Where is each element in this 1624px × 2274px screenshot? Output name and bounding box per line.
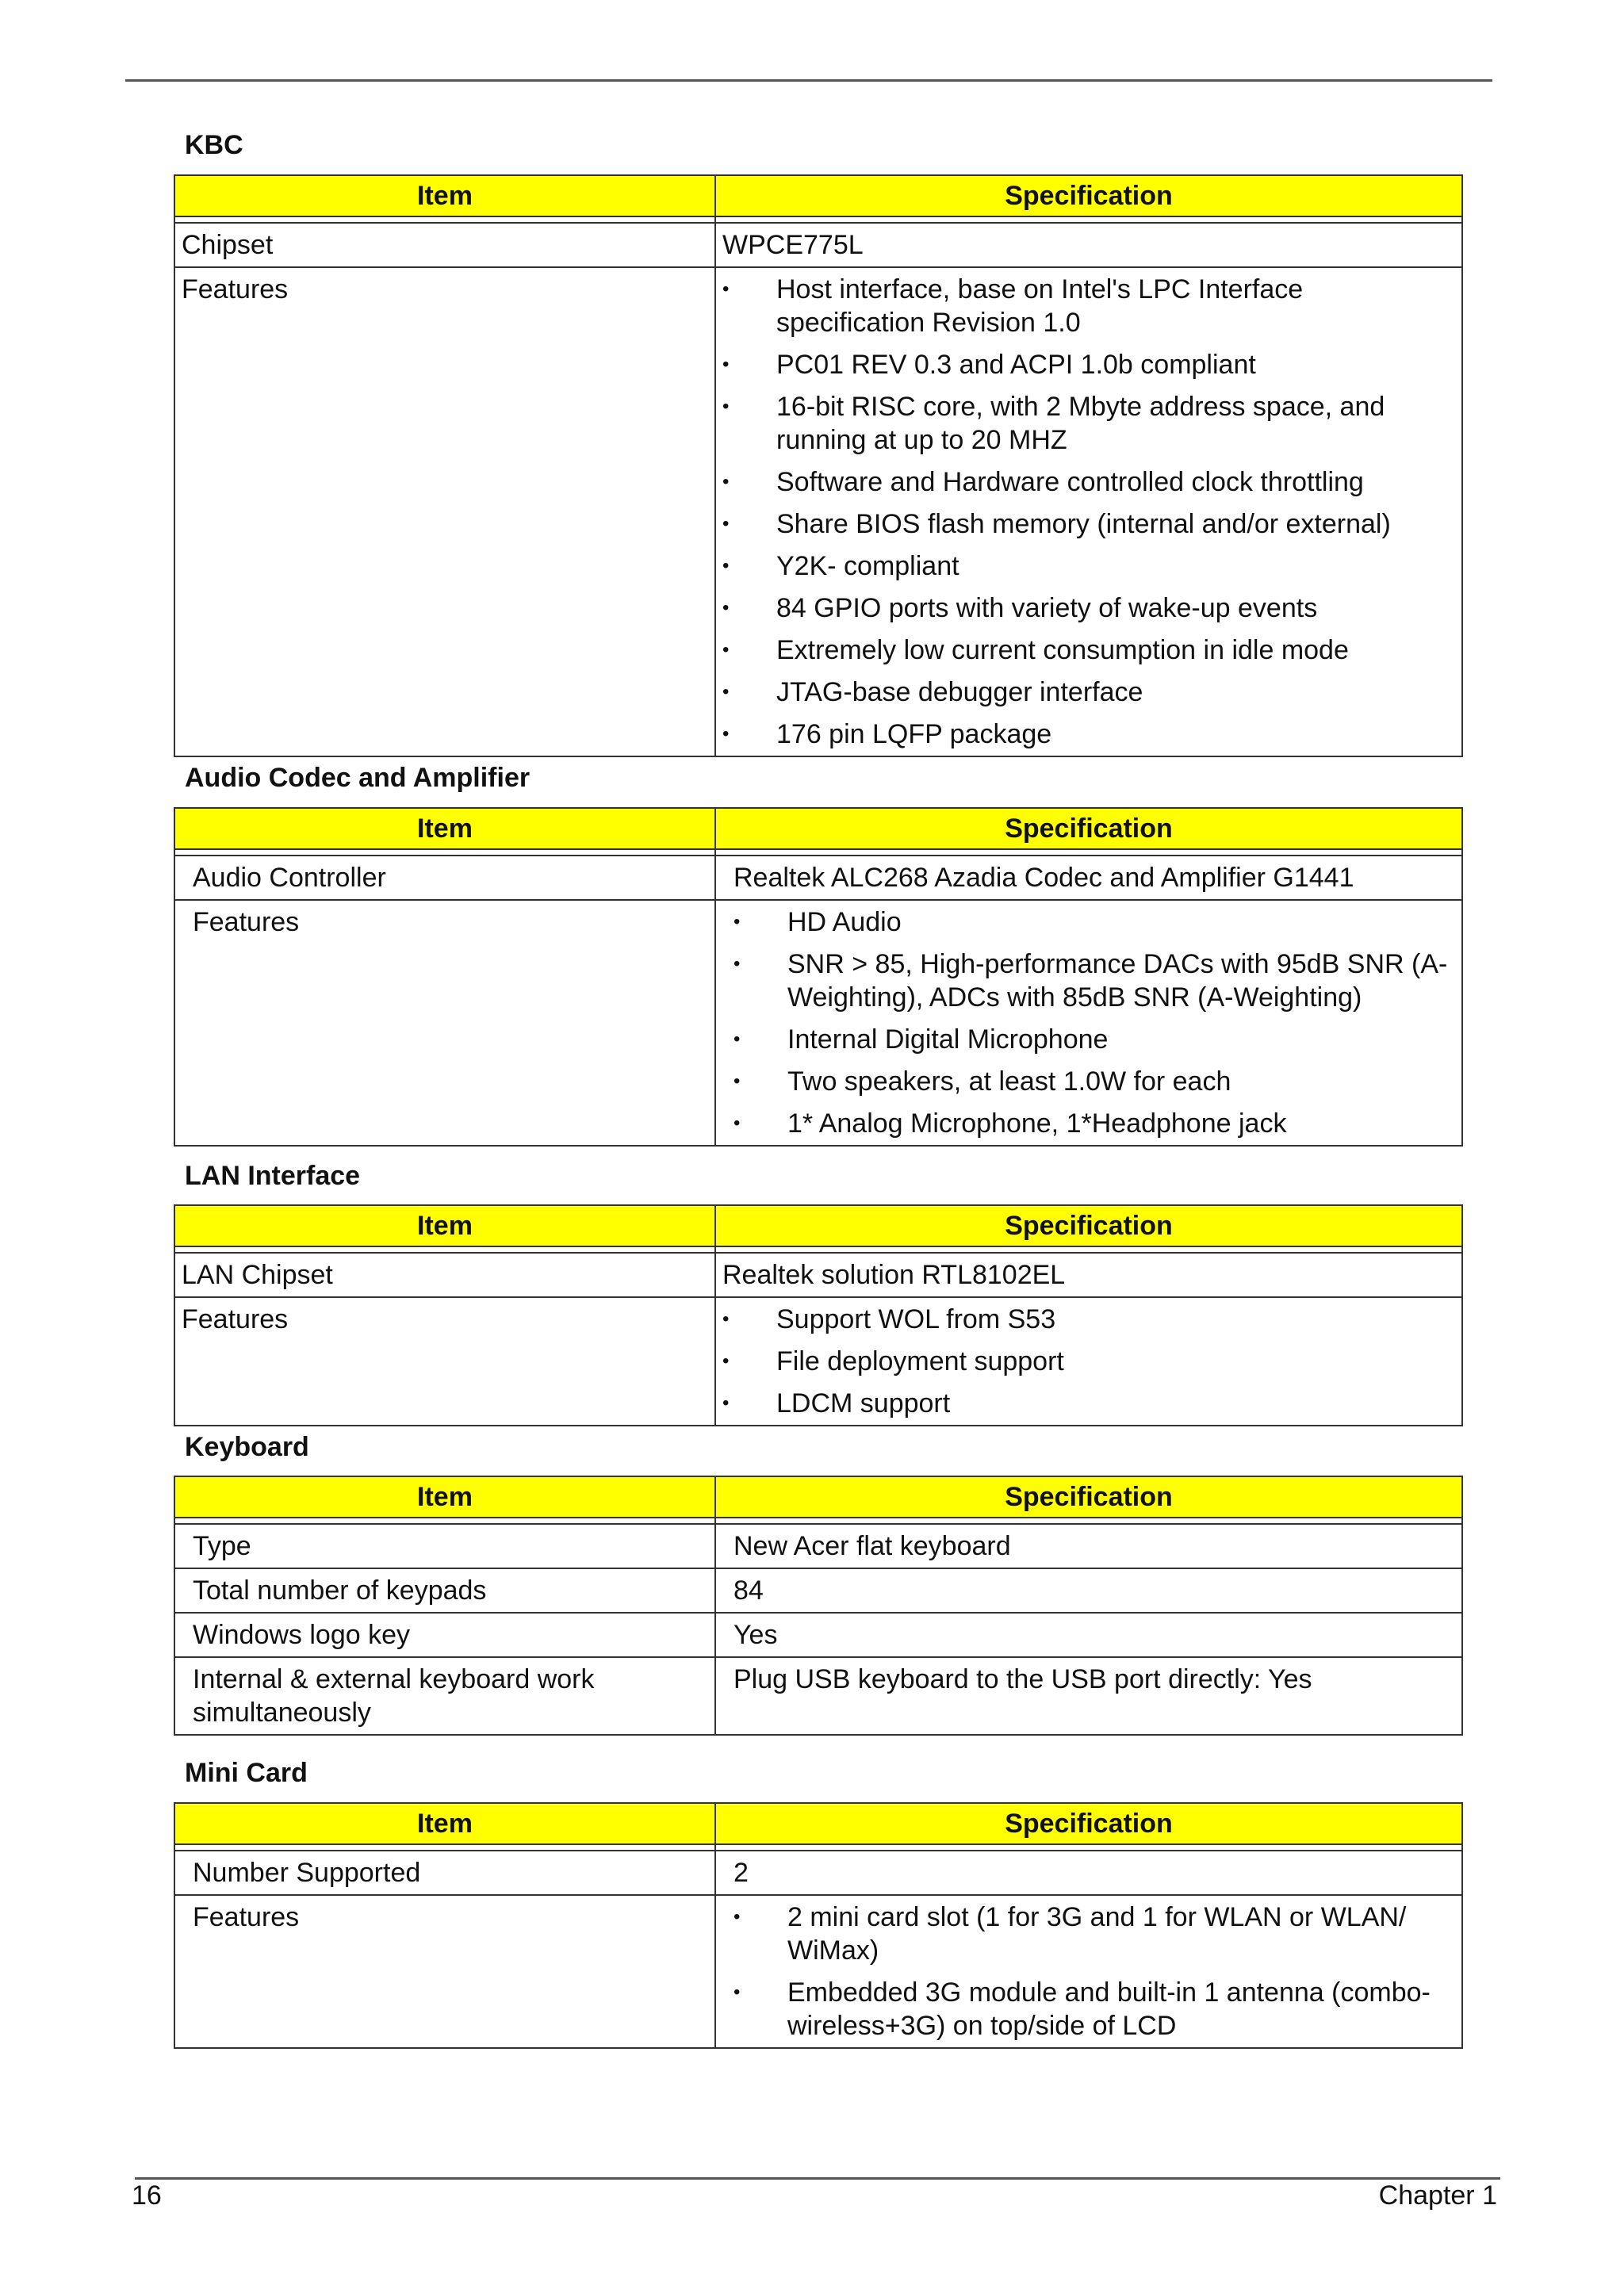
- feature-text: 16-bit RISC core, with 2 Mbyte address space, and running at up to 20 MHZ: [776, 392, 1385, 455]
- item-cell: Features: [175, 901, 716, 1145]
- column-header-item: Item: [175, 809, 716, 850]
- bullet-icon: •: [733, 1112, 741, 1134]
- item-cell: Audio Controller: [175, 856, 716, 901]
- table-row: [175, 1525, 1461, 1569]
- section-title-audio: Audio Codec and Amplifier: [185, 763, 530, 793]
- bullet-icon: •: [733, 953, 741, 974]
- feature-text: Embedded 3G module and built-in 1 antenna (combo-wireless+3G) on top/side of LCD: [787, 1977, 1431, 2041]
- feature-text: JTAG-base debugger interface: [776, 677, 1143, 707]
- footer-rule: [135, 2177, 1500, 2180]
- bullet-icon: •: [733, 911, 741, 932]
- bullet-icon: •: [722, 513, 730, 534]
- table-row: [175, 1614, 1461, 1658]
- item-cell: Chipset: [175, 224, 716, 268]
- column-header-spec: Specification: [716, 1206, 1461, 1247]
- page-number: 16: [132, 2180, 162, 2211]
- spec-cell: Plug USB keyboard to the USB port directly: Yes: [733, 1664, 1312, 1694]
- header-rule: [125, 79, 1492, 82]
- item-cell: Features: [175, 1298, 716, 1425]
- feature-item: [722, 676, 1455, 709]
- feature-item: [722, 390, 1455, 457]
- feature-item: [722, 549, 1455, 583]
- item-cell: Internal & external keyboard work simultaneously: [175, 1658, 716, 1734]
- item-cell: LAN Chipset: [175, 1254, 716, 1298]
- feature-item: [722, 591, 1455, 625]
- bullet-icon: •: [722, 471, 730, 492]
- feature-text: Y2K- compliant: [776, 551, 959, 581]
- feature-item: [722, 634, 1455, 667]
- column-header-item: Item: [175, 176, 716, 217]
- feature-text: Extremely low current consumption in idle mode: [776, 635, 1349, 665]
- feature-text: 84 GPIO ports with variety of wake-up events: [776, 593, 1318, 623]
- column-header-item: Item: [175, 1804, 716, 1845]
- column-header-spec: Specification: [716, 176, 1461, 217]
- feature-text: Support WOL from S53: [776, 1304, 1056, 1334]
- bullet-icon: •: [722, 597, 730, 618]
- feature-list: [733, 1901, 1455, 2042]
- chapter-label: Chapter 1: [1378, 2180, 1497, 2211]
- spec-cell: [716, 268, 1461, 756]
- item-cell: Features: [175, 1896, 716, 2047]
- feature-text: 2 mini card slot (1 for 3G and 1 for WLAN or WLAN/ WiMax): [787, 1902, 1407, 1966]
- feature-text: Host interface, base on Intel's LPC Interface specification Revision 1.0: [776, 274, 1304, 338]
- audio-table: [174, 807, 1463, 1147]
- feature-item: [733, 1976, 1455, 2042]
- bullet-icon: •: [722, 278, 730, 300]
- item-cell: Number Supported: [175, 1851, 716, 1896]
- table-row: [175, 224, 1461, 268]
- feature-item: [722, 718, 1455, 751]
- bullet-icon: •: [733, 1070, 741, 1092]
- feature-item: [733, 1107, 1455, 1140]
- kbc-table: [174, 174, 1463, 757]
- spec-cell: [716, 901, 1461, 1145]
- column-header-spec: Specification: [716, 1477, 1461, 1518]
- feature-item: [733, 948, 1455, 1014]
- table-row: [175, 1569, 1461, 1614]
- column-header-item: Item: [175, 1206, 716, 1247]
- table-row: [175, 1298, 1461, 1425]
- feature-item: [733, 1023, 1455, 1056]
- table-row: [175, 1896, 1461, 2047]
- spec-cell: WPCE775L: [716, 224, 1461, 268]
- lan-table: [174, 1204, 1463, 1426]
- bullet-icon: •: [722, 639, 730, 660]
- feature-text: File deployment support: [776, 1346, 1064, 1376]
- bullet-icon: •: [733, 1028, 741, 1050]
- table-row: [175, 856, 1461, 901]
- bullet-icon: •: [722, 1308, 730, 1330]
- item-cell: Type: [175, 1525, 716, 1569]
- bullet-icon: •: [733, 1906, 741, 1928]
- feature-item: [722, 1303, 1455, 1336]
- section-title-lan: LAN Interface: [185, 1161, 361, 1191]
- item-cell: Windows logo key: [175, 1614, 716, 1658]
- table-row: [175, 901, 1461, 1145]
- feature-text: Share BIOS flash memory (internal and/or external): [776, 509, 1391, 539]
- feature-text: HD Audio: [787, 907, 902, 937]
- item-cell: Features: [175, 268, 716, 756]
- feature-text: PC01 REV 0.3 and ACPI 1.0b compliant: [776, 350, 1256, 380]
- table-row: [175, 268, 1461, 756]
- feature-item: [722, 1345, 1455, 1378]
- spec-cell: [716, 1298, 1461, 1425]
- feature-text: 1* Analog Microphone, 1*Headphone jack: [787, 1108, 1287, 1139]
- bullet-icon: •: [722, 396, 730, 417]
- feature-list: [722, 273, 1455, 751]
- bullet-icon: •: [722, 681, 730, 702]
- spec-cell: 2: [716, 1851, 1461, 1896]
- feature-item: [733, 1065, 1455, 1098]
- feature-item: [722, 348, 1455, 381]
- section-title-kbc: KBC: [185, 130, 243, 160]
- feature-text: Software and Hardware controlled clock throttling: [776, 467, 1364, 497]
- column-header-spec: Specification: [716, 809, 1461, 850]
- feature-list: [733, 905, 1455, 1140]
- section-title-mini-card: Mini Card: [185, 1758, 308, 1788]
- feature-item: [722, 1387, 1455, 1420]
- feature-item: [733, 905, 1455, 939]
- table-row: [175, 1851, 1461, 1896]
- feature-text: Two speakers, at least 1.0W for each: [787, 1066, 1231, 1097]
- bullet-icon: •: [722, 1350, 730, 1372]
- spec-cell: [716, 1896, 1461, 2047]
- bullet-icon: •: [733, 1981, 741, 2003]
- table-row: [175, 1658, 1461, 1734]
- feature-item: [722, 465, 1455, 499]
- feature-item: [722, 273, 1455, 339]
- feature-list: [722, 1303, 1455, 1420]
- spec-cell: Yes: [716, 1614, 1461, 1658]
- keyboard-table: [174, 1476, 1463, 1736]
- feature-text: LDCM support: [776, 1388, 951, 1418]
- bullet-icon: •: [722, 555, 730, 576]
- bullet-icon: •: [722, 354, 730, 375]
- spec-cell: 84: [716, 1569, 1461, 1614]
- feature-text: Internal Digital Microphone: [787, 1024, 1109, 1055]
- bullet-icon: •: [722, 723, 730, 745]
- column-header-spec: Specification: [716, 1804, 1461, 1845]
- bullet-icon: •: [722, 1392, 730, 1414]
- mini-card-table: [174, 1802, 1463, 2049]
- feature-text: SNR > 85, High-performance DACs with 95dB SNR (A-Weighting), ADCs with 85dB SNR (A-Weighting): [787, 949, 1448, 1013]
- table-row: [175, 1254, 1461, 1298]
- feature-item: [722, 507, 1455, 541]
- spec-cell: Realtek solution RTL8102EL: [716, 1254, 1461, 1298]
- column-header-item: Item: [175, 1477, 716, 1518]
- feature-item: [733, 1901, 1455, 1967]
- spec-cell: New Acer flat keyboard: [716, 1525, 1461, 1569]
- section-title-keyboard: Keyboard: [185, 1432, 309, 1462]
- item-cell: Total number of keypads: [175, 1569, 716, 1614]
- feature-text: 176 pin LQFP package: [776, 719, 1052, 749]
- spec-cell: Realtek ALC268 Azadia Codec and Amplifier G1441: [716, 856, 1461, 901]
